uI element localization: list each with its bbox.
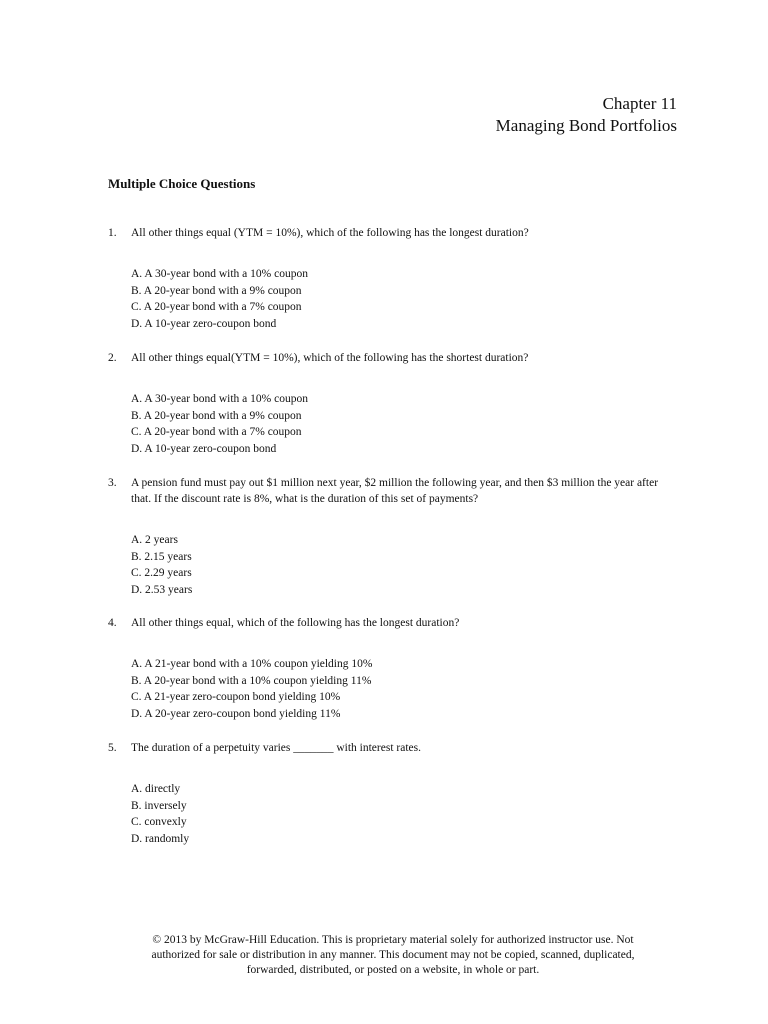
option-a: A. A 30-year bond with a 10% coupon (131, 393, 308, 405)
option-list (131, 781, 668, 847)
option-c: C. 2.29 years (131, 567, 192, 579)
question-5 (108, 740, 668, 847)
question-1 (108, 225, 668, 332)
question-number: 2. (108, 352, 117, 364)
option-b: B. A 20-year bond with a 9% coupon (131, 409, 302, 422)
option-d: D. A 10-year zero-coupon bond (131, 317, 277, 330)
option-d: D. 2.53 years (131, 583, 193, 596)
question-number: 1. (108, 227, 117, 239)
option-c: C. A 20-year bond with a 7% coupon (131, 301, 302, 313)
footer-line: authorized for sale or distribution in any manner. This document may not be copied, scanned, duplicated, (151, 949, 635, 961)
option-a: A. A 21-year bond with a 10% coupon yielding 10% (131, 658, 373, 670)
chapter-title: Managing Bond Portfolios (495, 116, 677, 135)
option-b: B. 2.15 years (131, 550, 192, 563)
footer-line: forwarded, distributed, or posted on a website, in whole or part. (246, 964, 540, 976)
option-b: B. inversely (131, 799, 187, 812)
chapter-header (496, 93, 677, 137)
question-text: All other things equal, which of the following has the longest duration? (131, 617, 460, 629)
question-text: All other things equal (YTM = 10%), which of the following has the longest duration? (131, 227, 529, 239)
question-number: 5. (108, 742, 117, 754)
option-list (131, 266, 668, 332)
option-b: B. A 20-year bond with a 9% coupon (131, 284, 302, 297)
footer-line: © 2013 by McGraw-Hill Education. This is proprietary material solely for authorized instructor use. Not (152, 934, 634, 946)
option-list (131, 656, 668, 722)
option-list (131, 391, 668, 457)
question-number: 3. (108, 477, 117, 489)
question-text: A pension fund must pay out $1 million next year, $2 million the following year, and then $3 million the year after that. If the discount rate is 8%, what is the duration of this set of payments? (131, 477, 659, 505)
option-list (131, 532, 668, 598)
option-d: D. A 10-year zero-coupon bond (131, 442, 277, 455)
copyright-footer (110, 933, 676, 978)
question-2 (108, 350, 668, 457)
option-d: D. randomly (131, 832, 190, 845)
option-b: B. A 20-year bond with a 10% coupon yielding 11% (131, 674, 372, 687)
option-a: A. directly (131, 783, 181, 795)
question-4 (108, 615, 668, 722)
option-a: A. A 30-year bond with a 10% coupon (131, 268, 308, 280)
option-c: C. convexly (131, 816, 187, 828)
question-text: The duration of a perpetuity varies _______ with interest rates. (131, 742, 421, 754)
question-number: 4. (108, 617, 117, 629)
question-3 (108, 475, 668, 598)
chapter-number: Chapter 11 (602, 94, 677, 113)
option-c: C. A 20-year bond with a 7% coupon (131, 426, 302, 438)
section-title: Multiple Choice Questions (108, 176, 256, 191)
option-a: A. 2 years (131, 534, 178, 546)
option-c: C. A 21-year zero-coupon bond yielding 10% (131, 691, 341, 703)
question-text: All other things equal(YTM = 10%), which of the following has the shortest duration? (131, 352, 529, 364)
option-d: D. A 20-year zero-coupon bond yielding 11% (131, 707, 341, 720)
